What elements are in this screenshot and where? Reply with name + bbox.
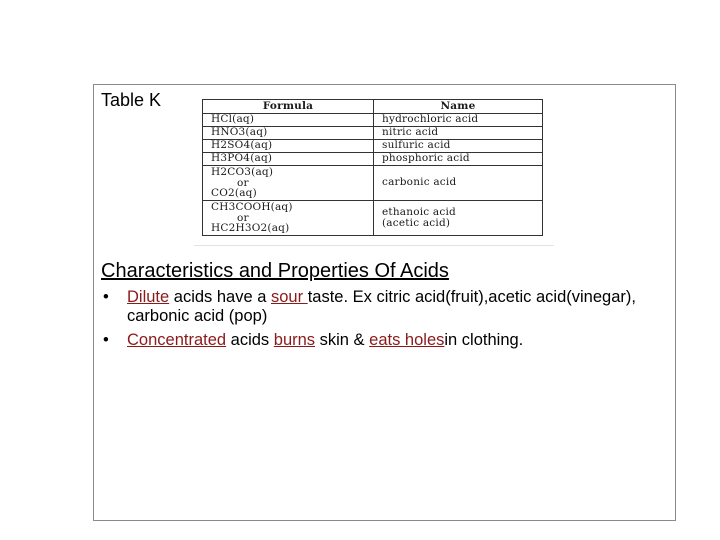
bullet-item <box>101 331 671 350</box>
formula-text: H3PO4(aq) <box>211 152 273 165</box>
acid-name-text: hydrochloric acid <box>382 113 479 126</box>
formula-text: HC2H3O2(aq) <box>211 222 290 235</box>
formula-cell <box>203 165 374 200</box>
acid-name-cell <box>374 114 543 127</box>
bullet-dot: • <box>103 288 109 306</box>
keyword-concentrated: Concentrated <box>127 331 227 349</box>
bullet-text: taste. Ex citric acid(fruit),acetic acid(vinegar), carbonic acid (pop) <box>127 288 636 325</box>
keyword-sour: sour <box>271 288 308 306</box>
acid-name-text: nitric acid <box>382 126 439 139</box>
formula-cell <box>203 152 374 165</box>
formula-text: CH3COOH(aq) <box>211 201 293 214</box>
table-label: Table K <box>101 90 162 110</box>
formula-cell <box>203 126 374 139</box>
acid-name-cell <box>374 200 543 235</box>
table-header-row <box>203 100 543 114</box>
table-row <box>203 114 543 127</box>
bullet-text: in clothing. <box>444 331 524 349</box>
bullet-dot: • <box>103 331 109 349</box>
formula-text: HNO3(aq) <box>211 126 268 139</box>
column-header-name: Name <box>374 100 543 114</box>
acid-name-text: ethanoic acid <box>382 206 456 219</box>
bullet-item <box>101 288 671 326</box>
acid-name-text: sulfuric acid <box>382 139 451 152</box>
table-row <box>203 200 543 235</box>
formula-text: H2SO4(aq) <box>211 139 273 152</box>
formula-cell <box>203 114 374 127</box>
section-heading: Characteristics and Properties Of Acids <box>101 260 449 282</box>
bullet-text: skin & <box>315 331 370 349</box>
table-row <box>203 165 543 200</box>
formula-or-text: or <box>237 211 249 224</box>
formula-text: H2CO3(aq) <box>211 166 274 179</box>
formula-table <box>202 99 543 236</box>
formula-text: HCl(aq) <box>211 113 255 126</box>
formula-or-text: or <box>237 176 249 189</box>
acid-name-cell <box>374 139 543 152</box>
acid-name-text: (acetic acid) <box>382 216 451 229</box>
table-row <box>203 152 543 165</box>
acid-name-text: phosphoric acid <box>382 152 470 165</box>
table-row <box>203 139 543 152</box>
bullet-text: acids have a <box>169 288 271 306</box>
acid-name-text: carbonic acid <box>382 176 457 189</box>
acid-name-cell <box>374 126 543 139</box>
table-row <box>203 126 543 139</box>
acid-name-cell <box>374 165 543 200</box>
formula-text: CO2(aq) <box>211 187 257 200</box>
keyword-dilute: Dilute <box>127 288 170 306</box>
keyword-eats-holes: eats holes <box>369 331 445 349</box>
bullet-list <box>101 288 671 355</box>
formula-cell <box>203 139 374 152</box>
formula-cell <box>203 200 374 235</box>
column-header-formula: Formula <box>203 100 374 114</box>
bullet-text: acids <box>226 331 274 349</box>
acid-name-cell <box>374 152 543 165</box>
formula-table-image <box>194 97 554 246</box>
keyword-burns: burns <box>273 331 316 349</box>
